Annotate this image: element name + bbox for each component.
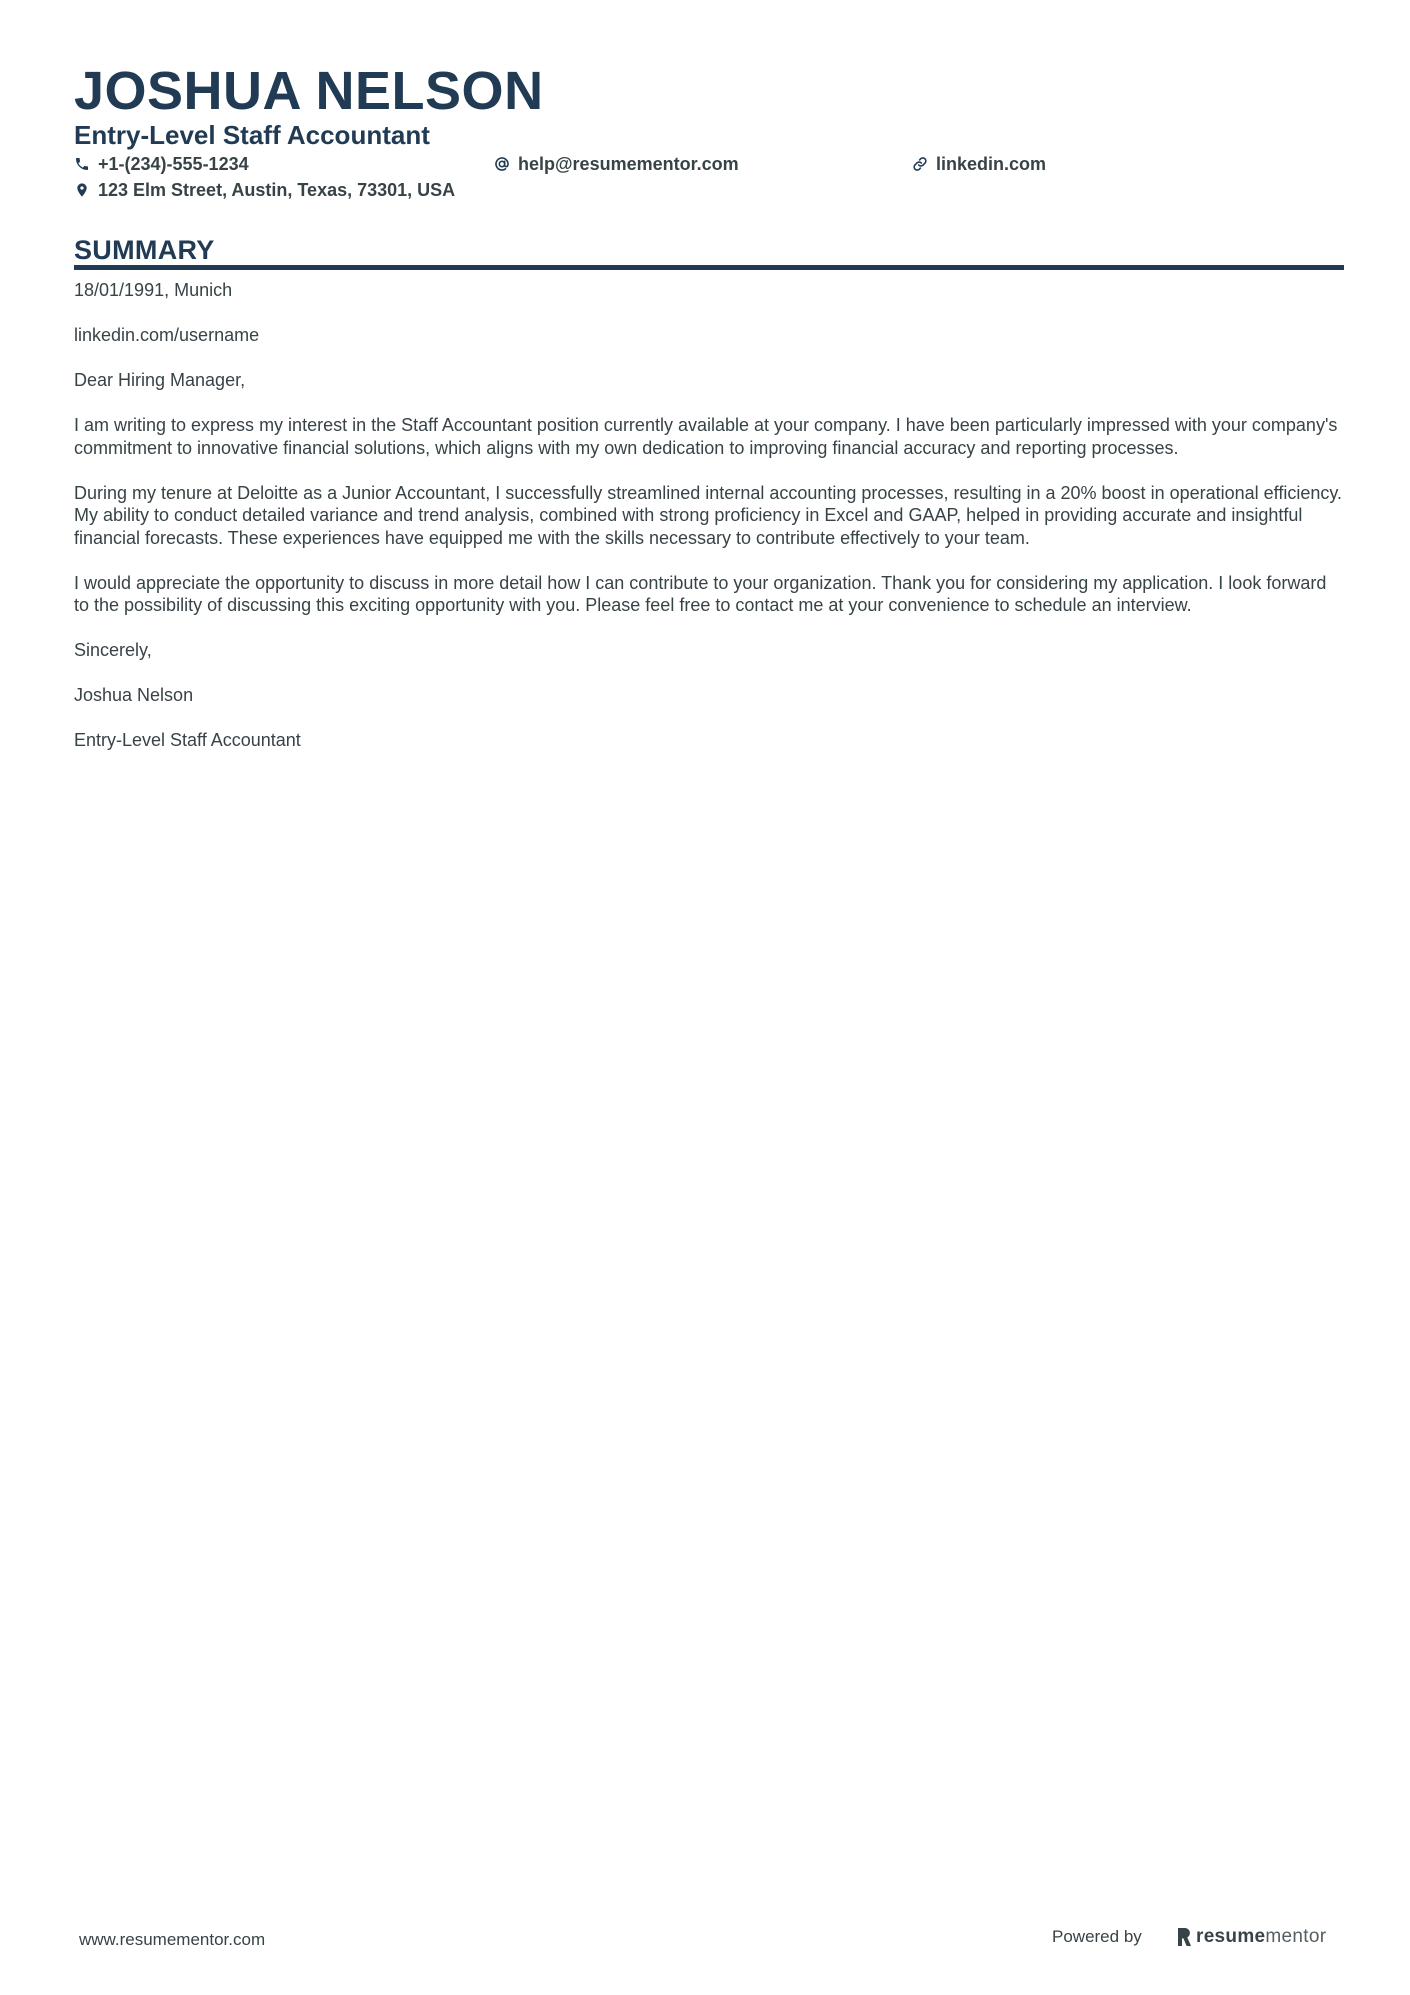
letter-signature-name: Joshua Nelson	[74, 685, 194, 705]
logo-text-regular: mentor	[1265, 1926, 1327, 1947]
phone-text: +1-(234)-555-1234	[98, 153, 249, 174]
resumementor-logo-text	[1196, 1925, 1326, 1949]
section-divider	[74, 265, 1344, 270]
letter-salutation: Dear Hiring Manager,	[74, 370, 246, 390]
map-pin-icon	[74, 182, 90, 198]
letter-paragraph: I am writing to express my interest in the Staff Accountant position currently available at your company. I have been particularly impressed with your company's commitment to innovative financial solutions, which aligns with my own dedication to improving financial accuracy and reporting processes.	[74, 415, 1338, 458]
address-text: 123 Elm Street, Austin, Texas, 73301, USA	[98, 179, 456, 200]
candidate-name: JOSHUA NELSON	[74, 61, 544, 121]
resumementor-logo-icon	[1176, 1927, 1192, 1947]
letter-date-place: 18/01/1991, Munich	[74, 280, 233, 300]
resumementor-logo	[1176, 1924, 1326, 1950]
resume-page	[74, 0, 1344, 1995]
link-text: linkedin.com	[936, 153, 1047, 174]
contact-link	[912, 152, 1046, 176]
phone-icon	[74, 156, 90, 172]
letter-profile-link: linkedin.com/username	[74, 325, 260, 345]
email-text: help@resumementor.com	[518, 153, 739, 174]
candidate-title: Entry-Level Staff Accountant	[74, 120, 430, 150]
letter-signature-title: Entry-Level Staff Accountant	[74, 730, 301, 750]
contact-phone	[74, 152, 249, 176]
letter-paragraph: During my tenure at Deloitte as a Junior Accountant, I successfully streamlined internal accounting processes, resulting in a 20% boost in operational efficiency. My ability to conduct detailed variance and trend analysis, combined with strong proficiency in Excel and GAAP, helped in providing accurate and insightful financial forecasts. These experiences have equipped me with the skills necessary to contribute effectively to your team.	[74, 482, 1343, 548]
letter-paragraph: I would appreciate the opportunity to discuss in more detail how I can contribute to your organization. Thank you for considering my application. I look forward to the possibility of discussing this exciting opportunity with you. Please feel free to contact me at your convenience to schedule an interview.	[74, 572, 1327, 615]
link-icon	[912, 156, 928, 172]
cover-letter-body	[74, 279, 1344, 774]
contact-address	[74, 178, 455, 202]
at-sign-icon	[494, 156, 510, 172]
summary-heading: SUMMARY	[74, 235, 215, 265]
letter-closing: Sincerely,	[74, 640, 152, 660]
footer-powered-by: Powered by	[1052, 1927, 1142, 1946]
contact-email	[494, 152, 739, 176]
logo-text-bold: resume	[1196, 1926, 1266, 1947]
footer-website: www.resumementor.com	[79, 1930, 266, 1949]
